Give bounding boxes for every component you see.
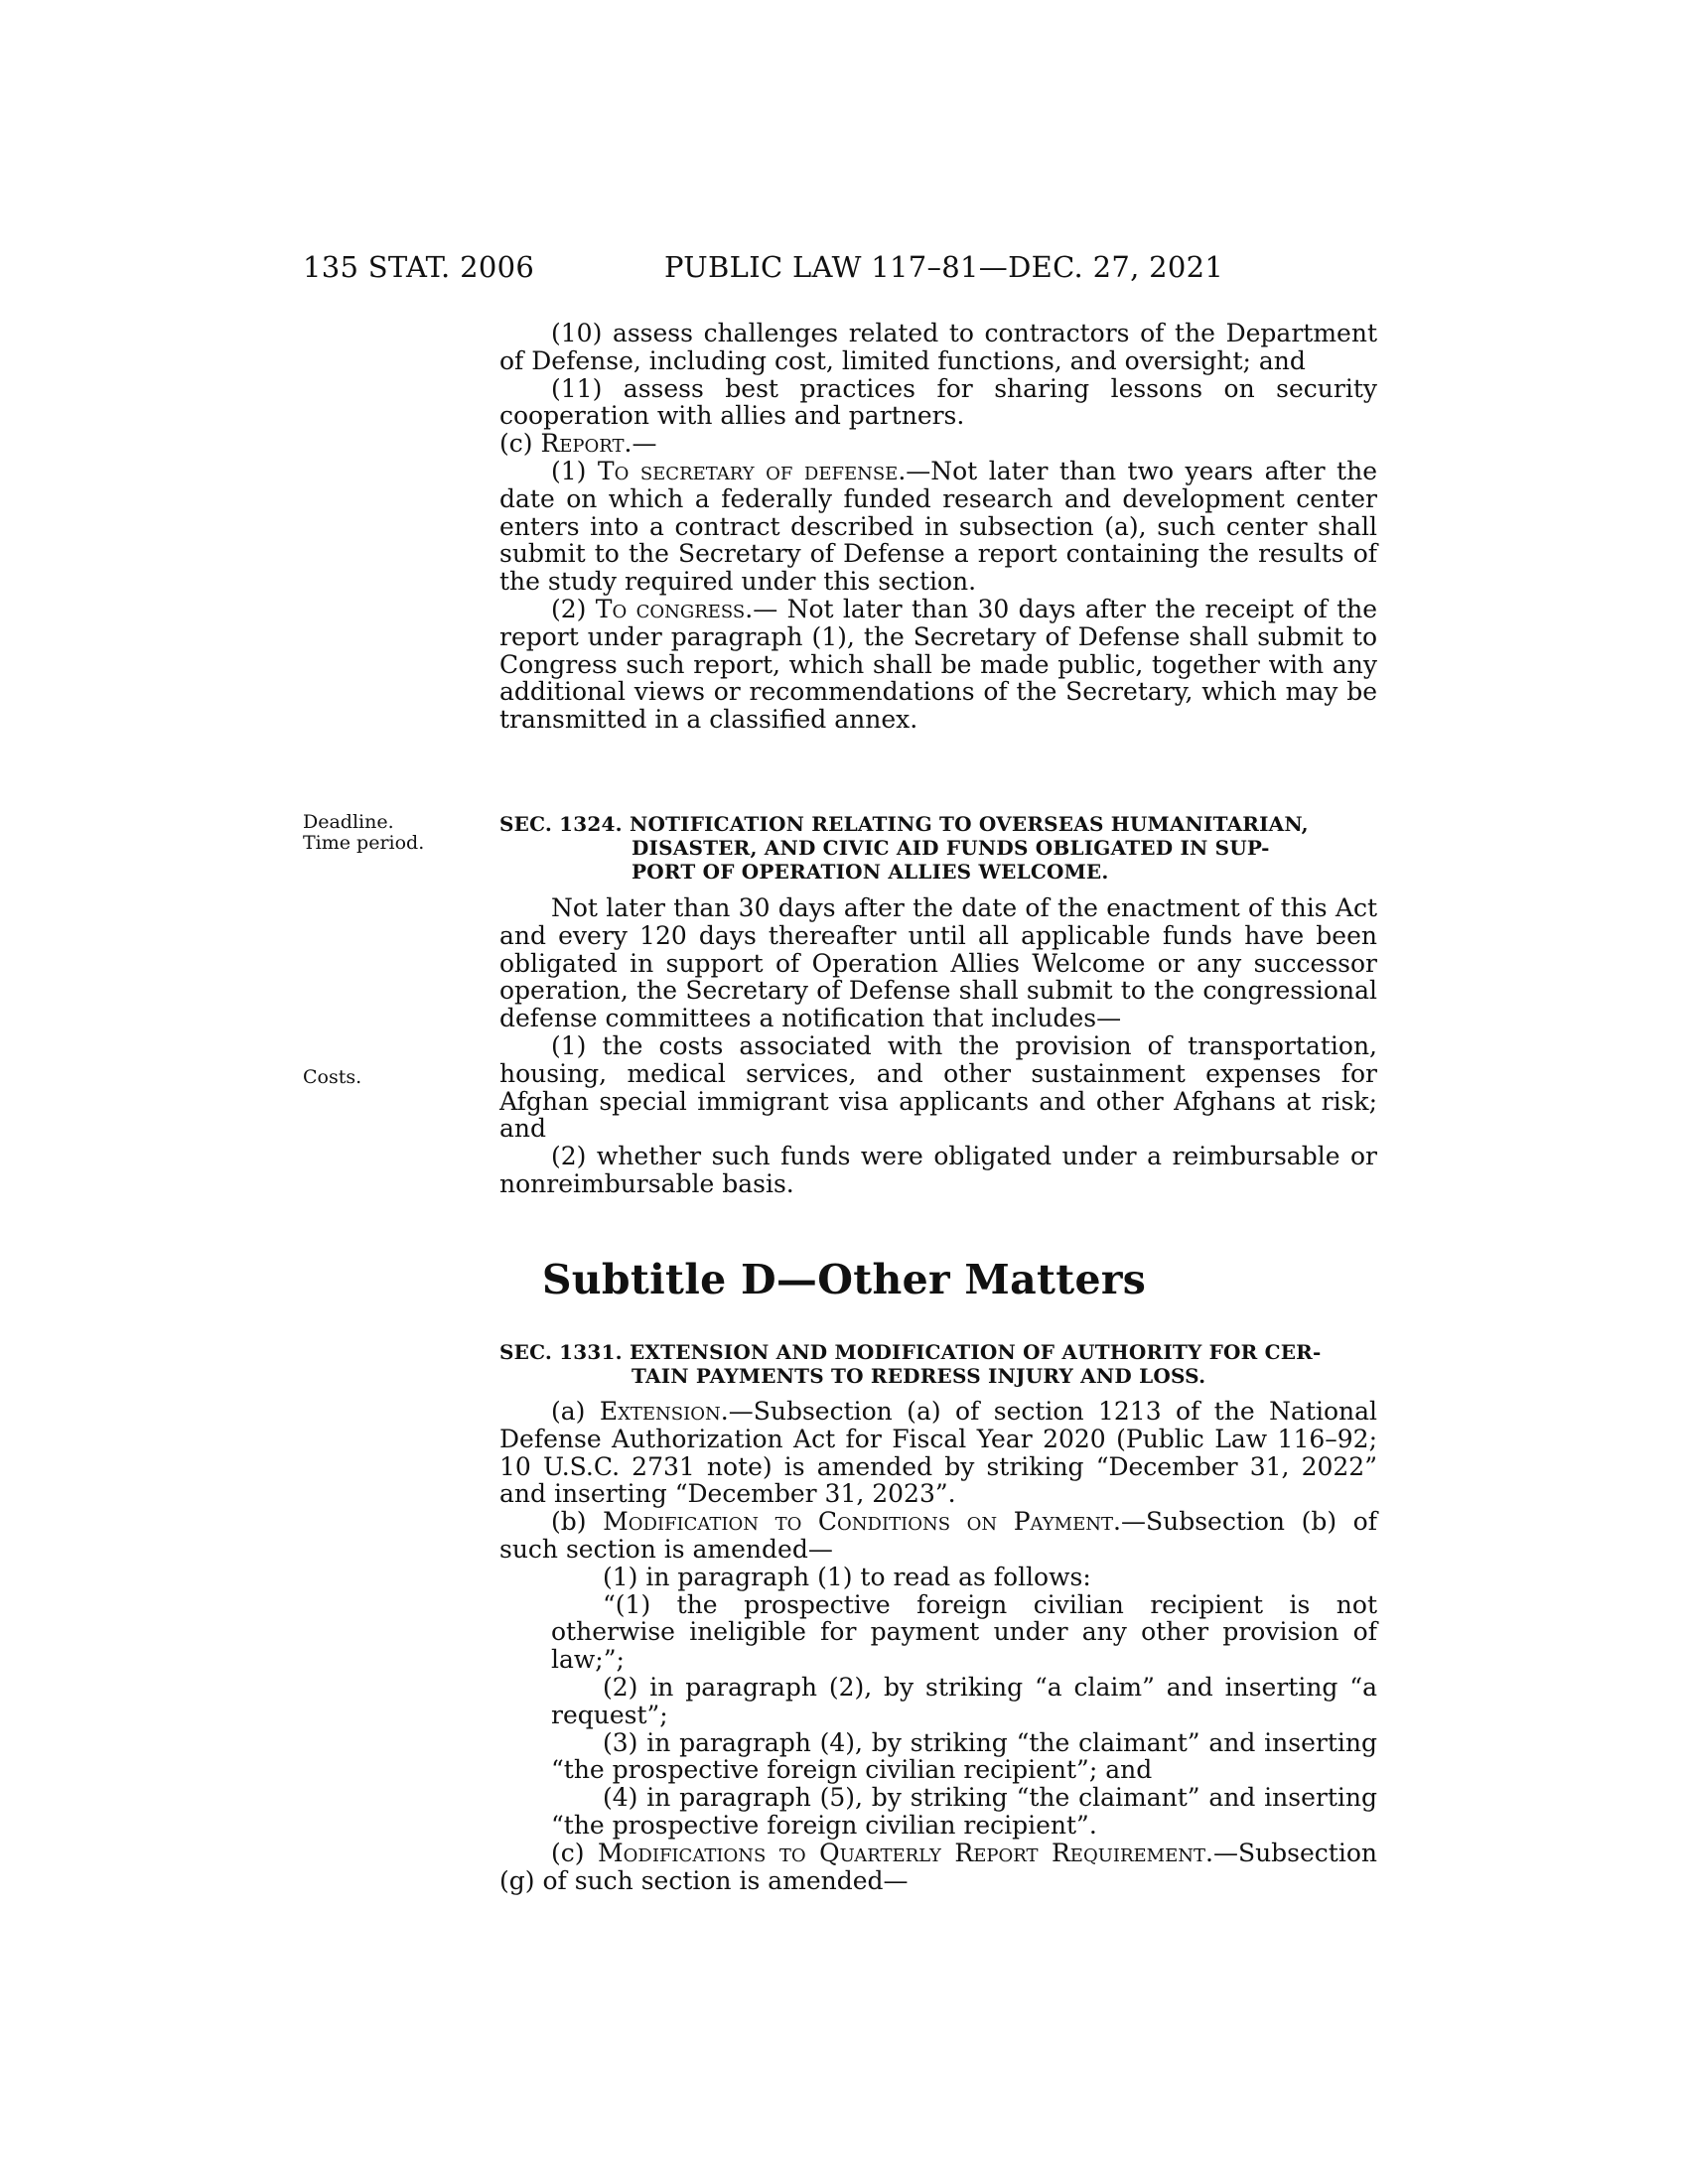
- section-1324-body: [499, 894, 1377, 1198]
- subsection-text: .—Subsection (b) of such section is amended—: [499, 1507, 1377, 1564]
- margin-note-line: Deadline.: [303, 811, 394, 833]
- subsection-label: (c): [551, 1838, 599, 1867]
- subsection-text: .—Subsection (g) of such section is amended—: [499, 1838, 1377, 1895]
- paragraph-b1-quote: “(1) the prospective foreign civilian recipient is not otherwise ineligible for payment under any other provision of law;”;: [551, 1589, 1377, 1675]
- paragraph-b4: (4) in paragraph (5), by striking “the claimant” and inserting “the prospective foreign civilian recipient”.: [551, 1783, 1377, 1840]
- subsection-c: [499, 1840, 1377, 1895]
- section-1324-intro: Not later than 30 days after the date of the enactment of this Act and every 120 days thereafter until all applicable funds have been obligated in support of Operation Allies Welcome or any successor operation, the Secretary of Defense shall submit to the congressional defense committees a notification that includes—: [499, 893, 1377, 1033]
- subsection-a: [499, 1398, 1377, 1508]
- margin-note-line: Time period.: [303, 832, 425, 854]
- paragraph-2: (2) whether such funds were obligated under a reimbursable or nonreimbursable basis.: [499, 1142, 1377, 1198]
- section-heading-line: SEC. 1331. EXTENSION AND MODIFICATION OF AUTHORITY FOR CER-: [499, 1340, 1322, 1364]
- margin-note-costs: [303, 1067, 452, 1088]
- subsection-heading: Modification to Conditions on Payment: [603, 1507, 1114, 1537]
- paragraph-label: (2): [551, 594, 596, 623]
- paragraph-heading: To secretary of defense: [597, 456, 899, 485]
- paragraph-10: (10) assess challenges related to contractors of the Department of Defense, including cost, limited functions, and oversight; and: [499, 319, 1377, 375]
- paragraph-c2: [499, 596, 1377, 734]
- section-1323-continuation: [499, 320, 1377, 734]
- subsection-heading: Report: [540, 429, 625, 459]
- paragraph-1: (1) the costs associated with the provision of transportation, housing, medical services, and other sustainment expenses for Afghan special immigrant visa applicants and other Afghans at risk; and: [499, 1030, 1377, 1144]
- section-heading-line: SEC. 1324. NOTIFICATION RELATING TO OVERSEAS HUMANITARIAN,: [499, 812, 1309, 836]
- subsection-heading: Extension: [599, 1397, 721, 1426]
- paragraph-b3: (3) in paragraph (4), by striking “the claimant” and inserting “the prospective foreign civilian recipient”; and: [551, 1727, 1377, 1785]
- paragraph-11: (11) assess best practices for sharing lessons on security cooperation with allies and partners.: [499, 373, 1377, 431]
- law-title: PUBLIC LAW 117–81—DEC. 27, 2021: [664, 250, 1224, 284]
- paragraph-text: .—Not later than two years after the date on which a federally funded research and development center enters into a contract described in subsection (a), such center shall submit to the Secretary of Defense a report containing the results of the study required under this section.: [499, 456, 1377, 597]
- section-1324-heading: [499, 812, 1377, 884]
- subsection-tail: .—: [624, 429, 657, 459]
- margin-note-line: Costs.: [303, 1066, 362, 1088]
- page-reference: 135 STAT. 2006: [303, 250, 535, 284]
- running-head: [0, 250, 1688, 290]
- paragraph-b2: (2) in paragraph (2), by striking “a claim” and inserting “a request”;: [551, 1672, 1377, 1729]
- section-heading-line: PORT OF OPERATION ALLIES WELCOME.: [632, 860, 1109, 884]
- paragraph-text: .— Not later than 30 days after the receipt of the report under paragraph (1), the Secretary of Defense shall submit to Congress such report, which shall be made public, together with any additional views or recommendations of the Secretary, which may be transmitted in a classified annex.: [499, 594, 1378, 735]
- section-heading-line: TAIN PAYMENTS TO REDRESS INJURY AND LOSS.: [632, 1364, 1206, 1388]
- margin-note-deadline: [303, 812, 452, 854]
- subsection-text: .—Subsection (a) of section 1213 of the National Defense Authorization Act for Fiscal Year 2020 (Public Law 116–92; 10 U.S.C. 2731 note) is amended by striking “December 31, 2022” and inserting “December 31, 2023”.: [499, 1397, 1378, 1509]
- paragraph-c1: [499, 458, 1377, 596]
- paragraph-label: (1): [551, 456, 598, 485]
- subsection-label: (b): [551, 1507, 604, 1537]
- section-heading: [499, 1340, 1377, 1388]
- subsection-label: (c): [499, 429, 541, 459]
- subsection-b: [499, 1508, 1377, 1564]
- subtitle-heading: Subtitle D—Other Matters: [541, 1256, 1147, 1303]
- section-heading-line: DISASTER, AND CIVIC AID FUNDS OBLIGATED IN SUP-: [632, 836, 1270, 860]
- section-1331-heading: [499, 1340, 1377, 1388]
- subsection-label: (a): [551, 1397, 600, 1426]
- subsection-c-report: [499, 430, 1377, 458]
- paragraph-b1: (1) in paragraph (1) to read as follows:: [603, 1562, 1091, 1591]
- section-heading: [499, 812, 1377, 884]
- paragraph-heading: To congress: [595, 594, 746, 623]
- section-1331-body: [499, 1398, 1377, 1894]
- subsection-heading: Modifications to Quarterly Report Requirement: [598, 1838, 1205, 1867]
